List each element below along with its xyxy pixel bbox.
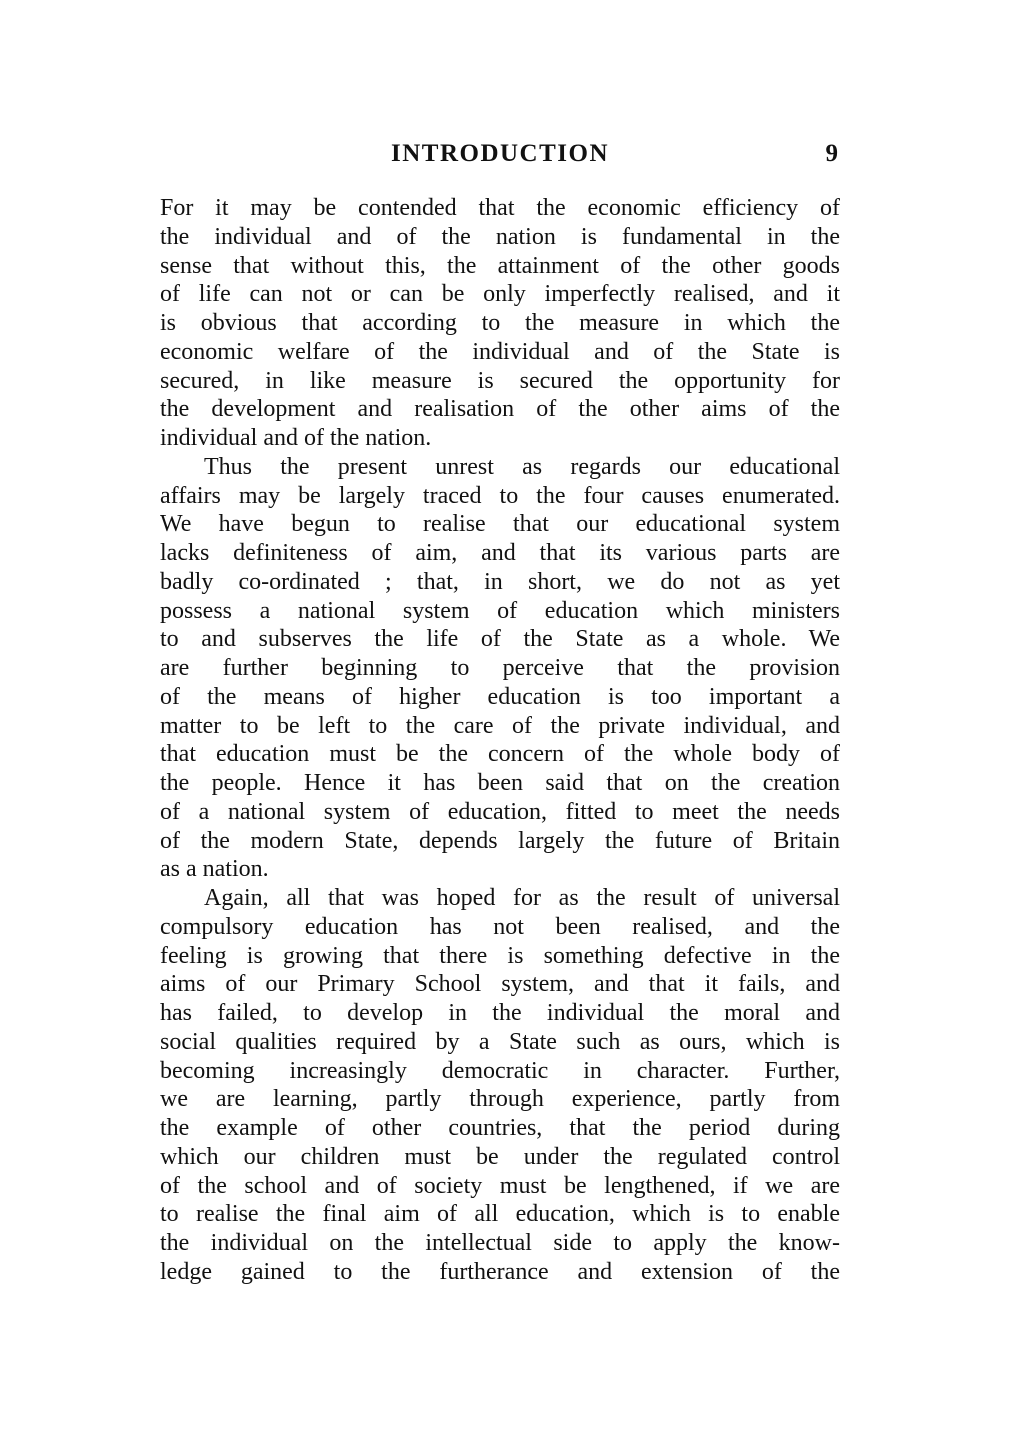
page-number: 9 <box>825 140 838 167</box>
text-line: we are learning, partly through experience, partly from <box>160 1086 840 1113</box>
text-line: as a nation. <box>160 856 269 883</box>
page-title: INTRODUCTION <box>390 140 610 167</box>
text-line: Again, all that was hoped for as the result of universal <box>204 885 840 911</box>
text-line: Thus the present unrest as regards our educational <box>204 453 840 480</box>
paragraph <box>160 194 840 453</box>
text-line: to realise the final aim of all education, which is to enable <box>160 1201 840 1228</box>
text-line: the development and realisation of the other aims of the <box>160 396 840 423</box>
text-line: secured, in like measure is secured the opportunity for <box>160 367 840 394</box>
text-line: of life can not or can be only imperfectly realised, and it <box>160 281 840 308</box>
text-line: the individual and of the nation is fundamental in the <box>160 223 840 250</box>
text-line: has failed, to develop in the individual the moral and <box>160 1000 840 1026</box>
paragraph <box>160 884 840 1287</box>
text-line: the people. Hence it has been said that on the creation <box>160 770 840 796</box>
text-line: badly co-ordinated ; that, in short, we do not as yet <box>160 568 840 595</box>
text-line: the example of other countries, that the period during <box>160 1115 840 1141</box>
text-line: of the means of higher education is too important a <box>160 683 840 710</box>
text-line: is obvious that according to the measure in which the <box>160 310 840 336</box>
text-line: sense that without this, the attainment of the other goods <box>160 252 840 279</box>
text-line: possess a national system of education which ministers <box>160 597 840 624</box>
body-text <box>160 194 840 1287</box>
text-line: ledge gained to the furtherance and extension of the <box>160 1258 840 1285</box>
text-line: of a national system of education, fitted to meet the needs <box>160 798 840 825</box>
text-line: We have begun to realise that our educational system <box>160 511 840 538</box>
text-line: aims of our Primary School system, and that it fails, and <box>160 971 840 998</box>
paragraph <box>160 453 840 884</box>
text-line: social qualities required by a State such as ours, which is <box>160 1028 840 1055</box>
text-line: are further beginning to perceive that the provision <box>160 655 840 681</box>
text-line: of the school and of society must be lengthened, if we are <box>160 1172 840 1199</box>
text-line: matter to be left to the care of the private individual, and <box>160 712 840 739</box>
text-line: becoming increasingly democratic in character. Further, <box>160 1057 840 1084</box>
text-line: For it may be contended that the economic efficiency of <box>160 195 840 221</box>
running-head <box>160 136 840 172</box>
text-line: affairs may be largely traced to the four causes enumerated. <box>160 482 840 509</box>
text-line: economic welfare of the individual and of the State is <box>160 338 840 365</box>
text-line: that education must be the concern of the whole body of <box>160 741 840 768</box>
text-line: individual and of the nation. <box>160 425 432 451</box>
text-line: compulsory education has not been realised, and the <box>160 913 840 940</box>
text-line: feeling is growing that there is something defective in the <box>160 942 840 969</box>
text-line: lacks definiteness of aim, and that its various parts are <box>160 540 840 566</box>
text-line: to and subserves the life of the State as a whole. We <box>160 626 840 653</box>
text-line: which our children must be under the regulated control <box>160 1143 840 1170</box>
text-line: the individual on the intellectual side to apply the know- <box>160 1230 840 1256</box>
text-line: of the modern State, depends largely the future of Britain <box>160 827 840 854</box>
